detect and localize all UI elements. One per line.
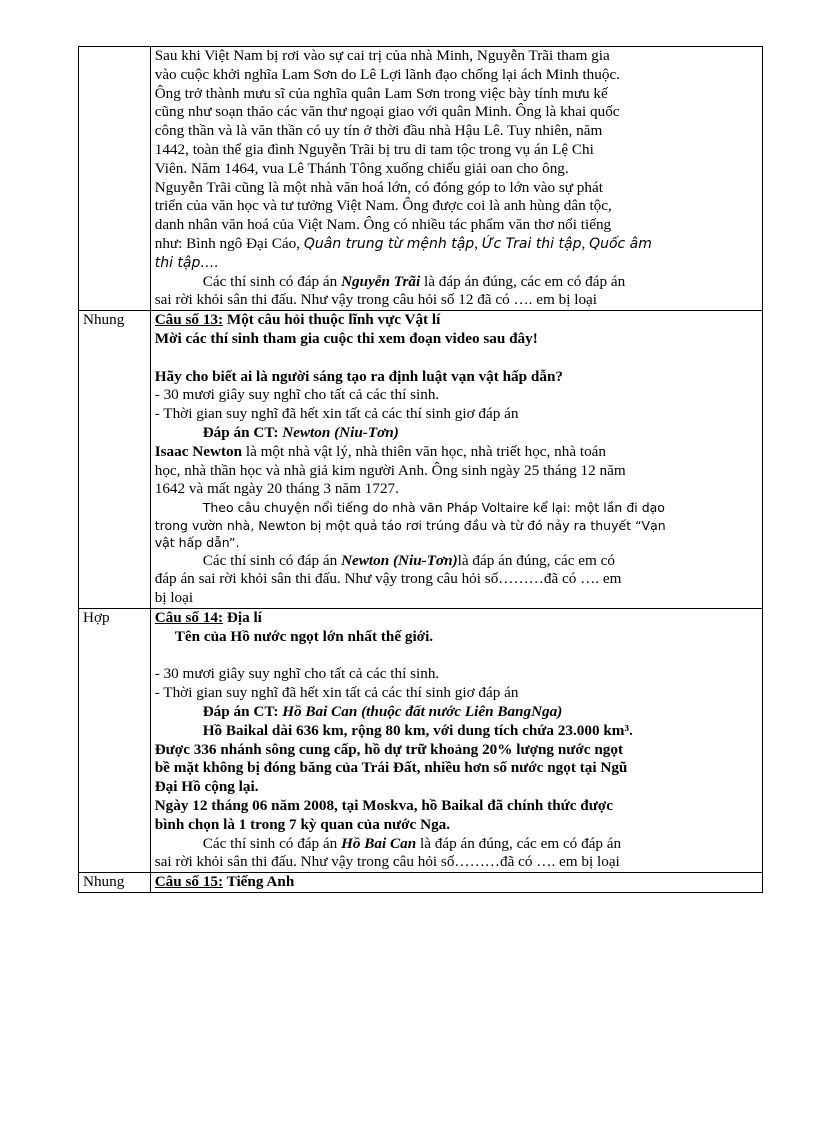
nguyen-trai-paragraph <box>155 47 758 273</box>
fact-line: bề mặt không bị đóng băng của Trái Đất, nhiều hơn số nước ngọt tại Ngũ <box>154 759 628 777</box>
question-label: Câu số 13: <box>154 311 224 329</box>
fact-line: Được 336 nhánh sông cung cấp, hồ dự trữ khoảng 20% lượng nước ngọt <box>154 740 624 758</box>
text-line: Ông trở thành mưu sĩ của nghĩa quân Lam Sơn trong việc bày tính mưu kế <box>154 84 608 102</box>
question-text: Tên của Hồ nước ngọt lớn nhất thế giới. <box>174 627 434 645</box>
works-line <box>155 235 758 254</box>
closing-line: bị loại <box>154 589 194 607</box>
content-cell <box>150 873 762 893</box>
answer-value: Hồ Bai Can (thuộc đất nước Liên BangNga) <box>282 703 563 720</box>
time-up-line: - Thời gian suy nghĩ đã hết xin tất cả các thí sinh giơ đáp án <box>154 405 519 423</box>
answer-line <box>155 703 758 722</box>
text-line: cũng như soạn thảo các văn thư ngoại giao với quân Minh. Ông là khai quốc <box>154 103 620 121</box>
invite-line: Mời các thí sinh tham gia cuộc thi xem đoạn video sau đây! <box>154 329 538 347</box>
work-title: Quân trung từ mệnh tập <box>303 235 475 252</box>
script-row <box>79 47 763 311</box>
question-heading <box>155 311 758 330</box>
content-cell <box>150 609 762 873</box>
question-topic: Tiếng Anh <box>223 873 295 891</box>
bio-line: học, nhà thần học và nhà giả kim người Anh. Ông sinh ngày 25 tháng 12 năm <box>154 461 626 479</box>
text-line: danh nhân văn hoá của Việt Nam. Ông có nhiều tác phẩm văn thơ nổi tiếng <box>154 216 612 234</box>
think-line: - 30 mươi giây suy nghĩ cho tất cả các thí sinh. <box>154 665 440 683</box>
fact-line: Đại Hồ cộng lại. <box>154 778 259 796</box>
text-line: vào cuộc khởi nghĩa Lam Sơn do Lê Lợi lãnh đạo chống lại ách Minh thuộc. <box>154 65 620 83</box>
question-heading <box>155 873 758 892</box>
script-row <box>79 609 763 873</box>
work-title: Quốc âm <box>589 235 652 252</box>
closing-line: đáp án sai rời khỏi sân thi đấu. Như vậy trong câu hỏi số………đã có …. em <box>154 570 622 588</box>
work-title: Ức Trai thi tập <box>481 235 582 252</box>
text-line: Nguyễn Trãi cũng là một nhà văn hoá lớn, có đóng góp to lớn vào sự phát <box>154 178 603 196</box>
closing-line <box>155 273 758 292</box>
story-line: trong vườn nhà, Newton bị một quả táo rơi trúng đầu và từ đó nảy ra thuyết “Vạn <box>154 517 666 533</box>
closing-answer: Hồ Bai Can <box>341 834 417 852</box>
question-heading <box>155 609 758 628</box>
content-cell <box>150 47 762 311</box>
answer-label: Đáp án CT: <box>202 423 283 441</box>
closing-text: Các thí sinh có đáp án <box>202 272 342 290</box>
speaker-cell: Nhung <box>79 873 151 893</box>
text-line: công thần và là văn thần có uy tín ở thời đầu nhà Hậu Lê. Tuy nhiên, năm <box>154 122 603 140</box>
separator: , <box>474 234 482 252</box>
fact-line: Hồ Baikal dài 636 km, rộng 80 km, với dung tích chứa 23.000 km³. <box>202 721 633 739</box>
text-line: 1442, toàn thể gia đình Nguyễn Trãi bị tru di tam tộc trong vụ án Lệ Chi <box>154 140 594 158</box>
works-prefix: như: Bình ngô Đại Cáo, <box>154 234 304 252</box>
think-line: - 30 mươi giây suy nghĩ cho tất cả các thí sinh. <box>154 386 440 404</box>
speaker-cell: Nhung <box>79 311 151 609</box>
closing-text: là đáp án đúng, các em có <box>457 551 615 569</box>
story-line: vật hấp dẫn”. <box>154 535 240 551</box>
speaker-cell <box>79 47 151 311</box>
text-line: Viên. Năm 1464, vua Lê Thánh Tông xuống chiếu giải oan cho ông. <box>154 159 569 177</box>
closing-line <box>155 552 758 571</box>
question-topic: Một câu hỏi thuộc lĩnh vực Vật lí <box>223 311 441 329</box>
script-table <box>78 46 763 893</box>
bio-line: 1642 và mất ngày 20 tháng 3 năm 1727. <box>154 480 399 498</box>
answer-label: Đáp án CT: <box>202 703 283 720</box>
question-topic: Địa lí <box>223 609 262 627</box>
closing-text: Các thí sinh có đáp án <box>202 834 342 852</box>
answer-line <box>155 424 758 443</box>
bio-line <box>155 443 758 462</box>
script-row <box>79 873 763 893</box>
bio-text: là một nhà vật lý, nhà thiên văn học, nhà triết học, nhà toán <box>242 442 607 460</box>
content-cell <box>150 311 762 609</box>
fact-line: Ngày 12 tháng 06 năm 2008, tại Moskva, hồ Baikal đã chính thức được <box>154 796 613 814</box>
closing-answer: Newton (Niu-Tơn) <box>341 551 458 569</box>
closing-line <box>155 835 758 854</box>
story-line: Theo câu chuyện nổi tiếng do nhà văn Pháp Voltaire kể lại: một lần đi dạo <box>202 500 665 516</box>
question-text: Hãy cho biết ai là người sáng tạo ra định luật vạn vật hấp dẫn? <box>154 367 563 385</box>
fact-line: bình chọn là 1 trong 7 kỳ quan của nước Nga. <box>154 815 451 833</box>
closing-text: là đáp án đúng, các em có đáp án <box>420 272 626 290</box>
script-row <box>79 311 763 609</box>
text-line: Sau khi Việt Nam bị rơi vào sự cai trị của nhà Minh, Nguyễn Trãi tham gia <box>154 47 610 64</box>
blank-line <box>155 349 758 368</box>
closing-line: sai rời khỏi sân thi đấu. Như vậy trong câu hỏi số 12 đã có …. em bị loại <box>154 291 597 309</box>
question-label: Câu số 15: <box>154 873 224 891</box>
text-line: triển của văn học và tư tưởng Việt Nam. Ông được coi là anh hùng dân tộc, <box>154 197 612 215</box>
separator: , <box>581 234 590 252</box>
bio-name: Isaac Newton <box>154 442 243 460</box>
closing-line: sai rời khỏi sân thi đấu. Như vậy trong câu hỏi số………đã có …. em bị loại <box>154 853 620 871</box>
answer-value: Newton (Niu-Tơn) <box>282 423 399 441</box>
blank-line <box>155 647 758 666</box>
work-title: thi tập…. <box>154 254 219 271</box>
time-up-line: - Thời gian suy nghĩ đã hết xin tất cả các thí sinh giơ đáp án <box>154 684 519 702</box>
speaker-cell: Hợp <box>79 609 151 873</box>
question-label: Câu số 14: <box>154 609 224 627</box>
closing-text: là đáp án đúng, các em có đáp án <box>416 834 622 852</box>
closing-answer: Nguyễn Trãi <box>341 272 421 290</box>
closing-text: Các thí sinh có đáp án <box>202 551 342 569</box>
